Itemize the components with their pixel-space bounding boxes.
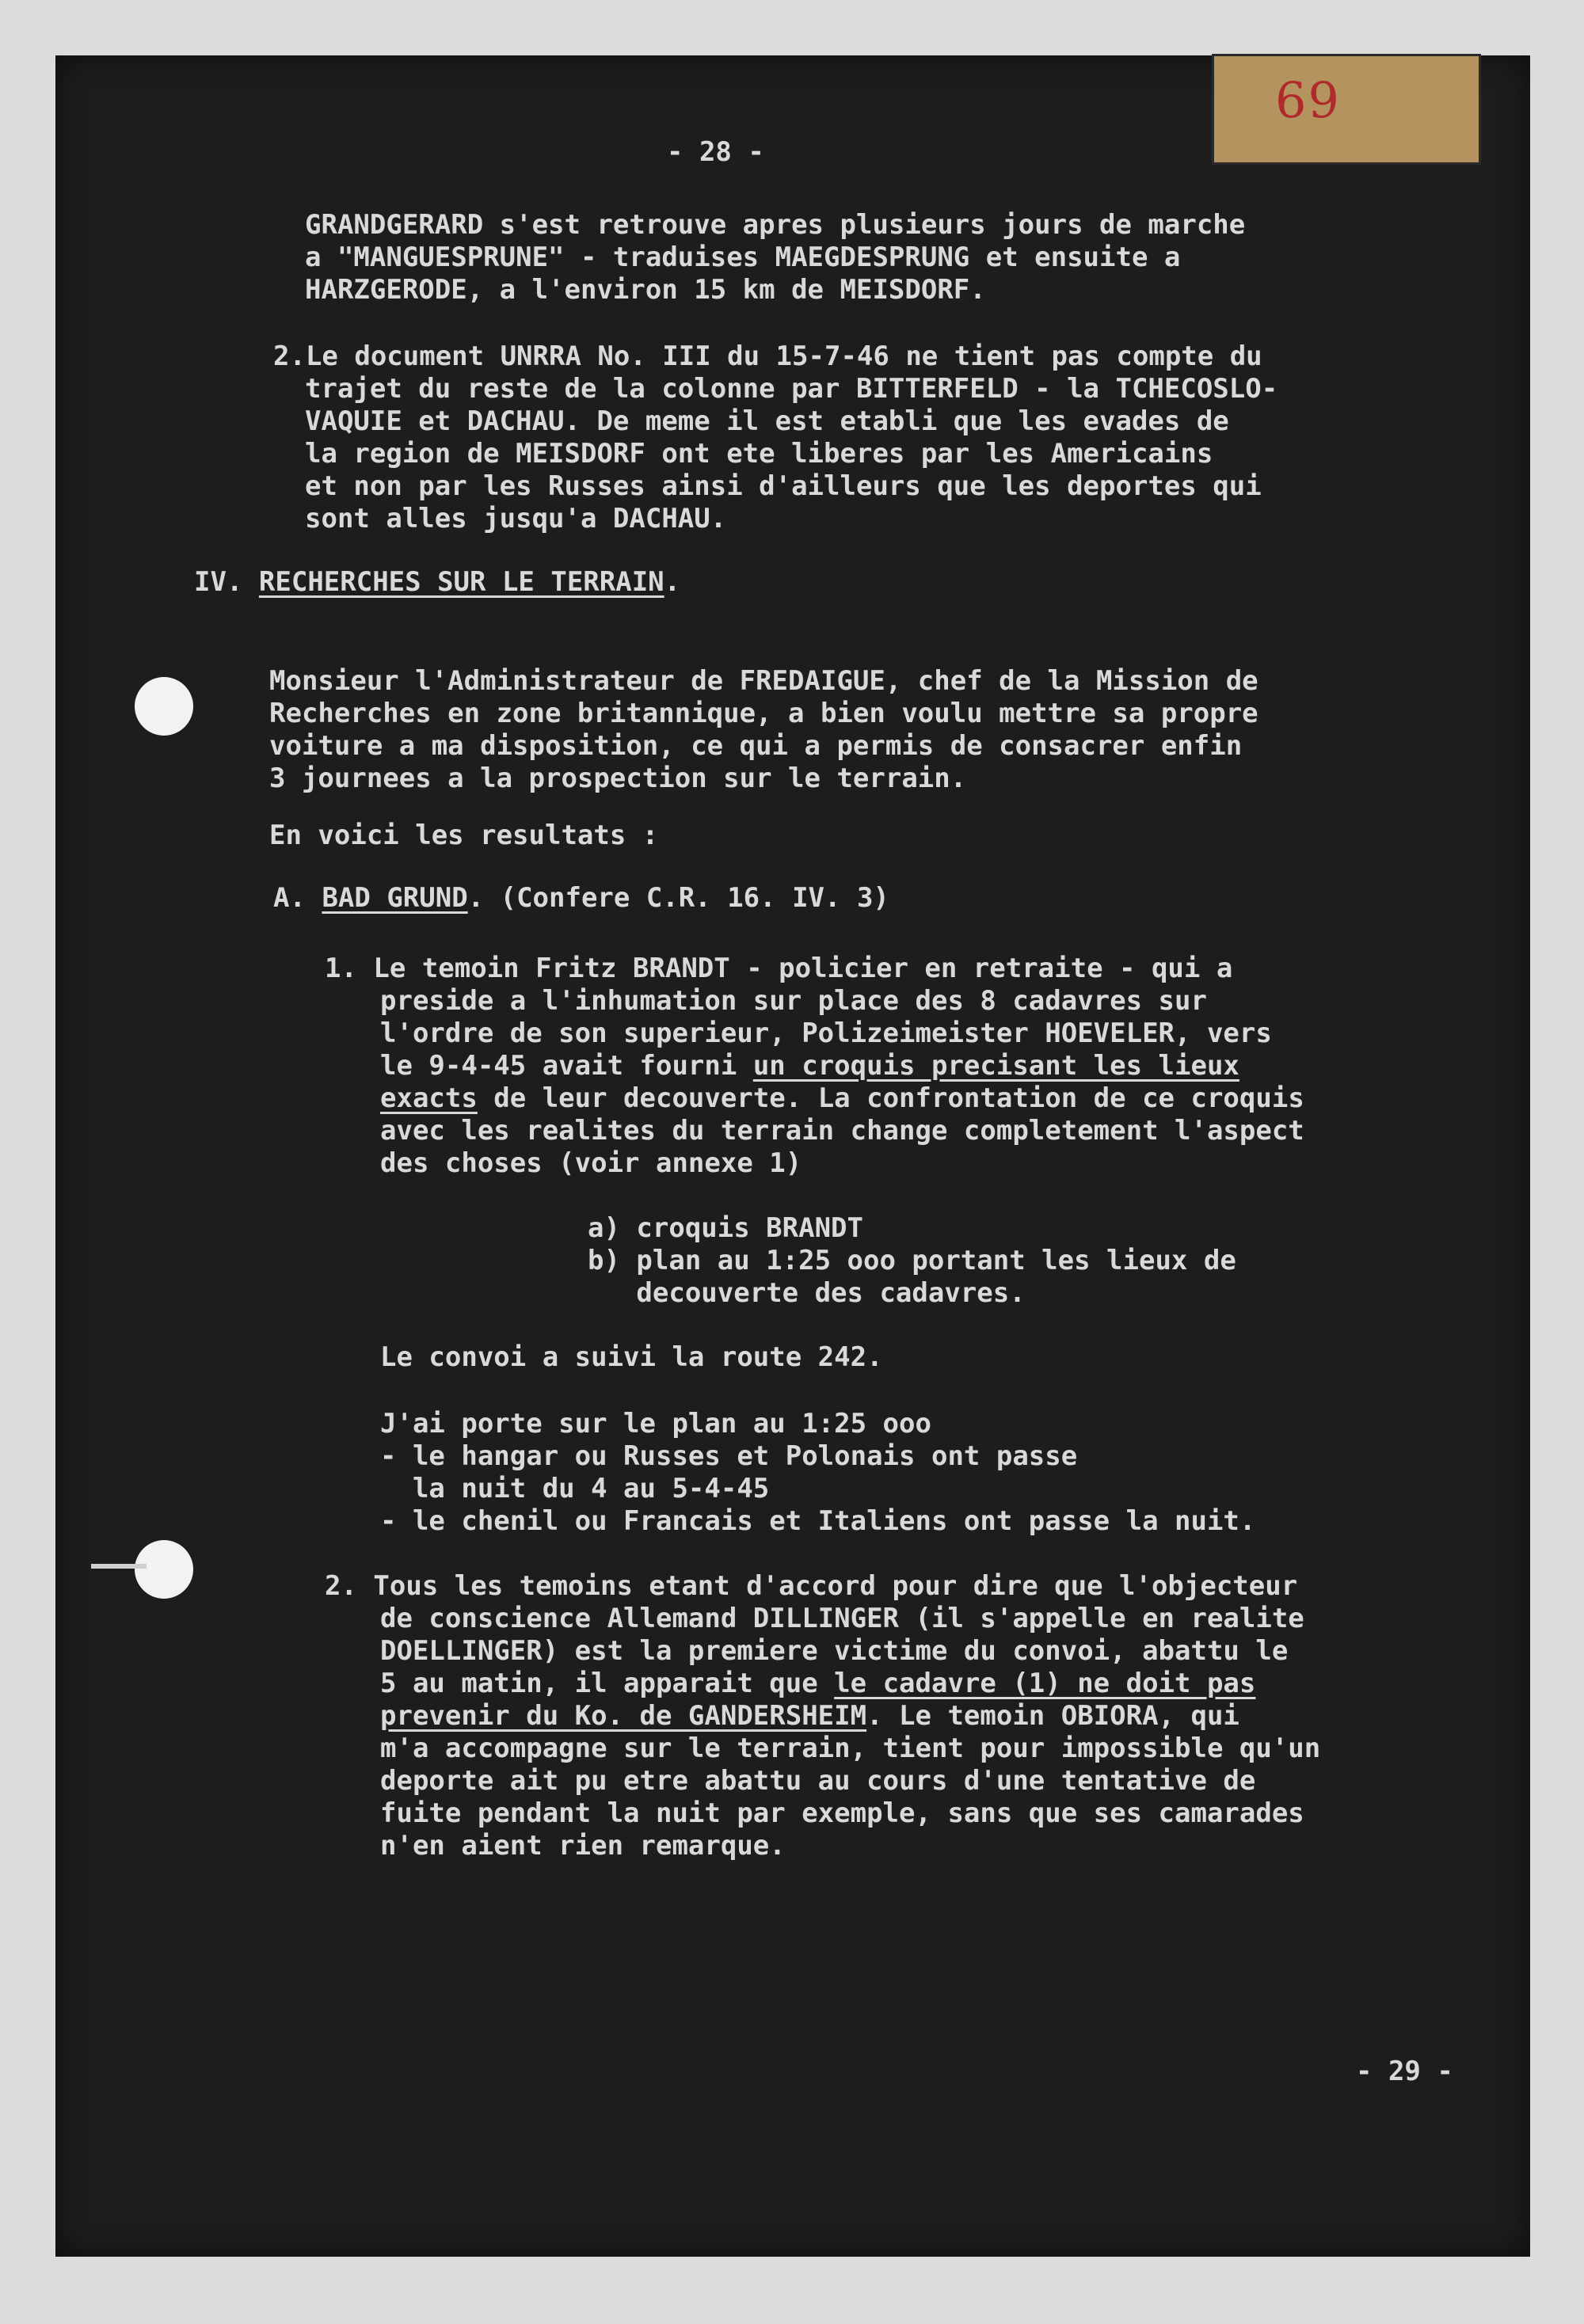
item2-line: 2. Tous les temoins etant d'accord pour dire que l'objecteur: [325, 1570, 1298, 1602]
point2-line: VAQUIE et DACHAU. De meme il est etabli que les evades de: [305, 405, 1229, 437]
item2-line: m'a accompagne sur le terrain, tient pour impossible qu'un: [380, 1733, 1321, 1764]
point2-line: sont alles jusqu'a DACHAU.: [305, 503, 727, 534]
page-header: - 28 -: [667, 136, 764, 168]
subsection-place: BAD GRUND: [322, 882, 468, 914]
punch-hole-mark: [91, 1564, 147, 1569]
item1-text: le 9-4-45 avait fourni: [380, 1050, 753, 1082]
archive-tab: [1212, 54, 1481, 165]
subsection-prefix: A.: [273, 882, 306, 914]
item2-underlined-text: le cadavre (1) ne doit pas: [834, 1668, 1256, 1699]
point2-line: 2.Le document UNRRA No. III du 15-7-46 ne tient pas compte du: [273, 340, 1262, 372]
map-note-line: - le chenil ou Francais et Italiens ont passe la nuit.: [380, 1505, 1256, 1537]
page-footer: - 29 -: [1356, 2056, 1453, 2087]
admin-paragraph-line: voiture a ma disposition, ce qui a permis de consacrer enfin: [269, 730, 1243, 762]
admin-paragraph-line: Monsieur l'Administrateur de FREDAIGUE, chef de la Mission de: [269, 665, 1258, 697]
item2-line: deporte ait pu etre abattu au cours d'une tentative de: [380, 1765, 1256, 1797]
item1-line: 1. Le temoin Fritz BRANDT - policier en retraite - qui a: [325, 953, 1233, 984]
item2-underlined-text: prevenir du Ko. de GANDERSHEIM: [380, 1700, 867, 1732]
item1-line: des choses (voir annexe 1): [380, 1147, 802, 1179]
item1-line: [380, 1082, 1304, 1115]
item1-line: preside a l'inhumation sur place des 8 cadavres sur: [380, 985, 1207, 1017]
admin-paragraph-line: 3 journees a la prospection sur le terrain.: [269, 763, 967, 794]
annex-list-item: b) plan au 1:25 ooo portant les lieux de: [588, 1245, 1236, 1276]
intro-line: a "MANGUESPRUNE" - traduises MAEGDESPRUNG et ensuite a: [305, 242, 1181, 273]
point2-line: et non par les Russes ainsi d'ailleurs que les deportes qui: [305, 470, 1262, 502]
convoy-route-line: Le convoi a suivi la route 242.: [380, 1341, 883, 1373]
admin-paragraph-line: Recherches en zone britannique, a bien voulu mettre sa propre: [269, 698, 1258, 729]
point2-line: trajet du reste de la colonne par BITTERFELD - la TCHECOSLO-: [305, 373, 1278, 405]
item1-line: avec les realites du terrain change completement l'aspect: [380, 1115, 1304, 1147]
annex-list-item: decouverte des cadavres.: [588, 1277, 1026, 1309]
point2-line: la region de MEISDORF ont ete liberes par les Americains: [305, 438, 1213, 470]
item2-line: DOELLINGER) est la premiere victime du convoi, abattu le: [380, 1635, 1289, 1667]
map-note-line: J'ai porte sur le plan au 1:25 ooo: [380, 1408, 931, 1440]
section-title: RECHERCHES SUR LE TERRAIN: [258, 566, 664, 598]
item2-line: n'en aient rien remarque.: [380, 1830, 786, 1862]
archive-page-number: 69: [1275, 71, 1341, 129]
results-intro: En voici les resultats :: [269, 820, 659, 851]
item2-line: de conscience Allemand DILLINGER (il s'appelle en realite: [380, 1603, 1304, 1634]
punch-hole-top: [135, 677, 193, 736]
intro-line: HARZGERODE, a l'environ 15 km de MEISDORF.: [305, 274, 986, 306]
item1-line: l'ordre de son superieur, Polizeimeister HOEVELER, vers: [380, 1017, 1272, 1049]
item1-underlined-text: un croquis precisant les lieux: [752, 1050, 1239, 1082]
map-note-line: - le hangar ou Russes et Polonais ont passe: [380, 1440, 1078, 1472]
item1-line: [380, 1050, 1239, 1082]
section-title-end: .: [664, 566, 681, 598]
item1-text: de leur decouverte. La confrontation de ce croquis: [477, 1082, 1304, 1114]
item2-text: 5 au matin, il apparait que: [380, 1668, 835, 1699]
annex-list-item: a) croquis BRANDT: [588, 1212, 863, 1244]
subsection-a-heading: [273, 882, 889, 915]
item1-underlined-text: exacts: [380, 1082, 478, 1114]
item2-text: . Le temoin OBIORA, qui: [866, 1700, 1239, 1732]
item2-line: [380, 1668, 1255, 1700]
section-iv-heading: [194, 566, 680, 599]
section-number: IV.: [194, 566, 243, 598]
intro-line: GRANDGERARD s'est retrouve apres plusieurs jours de marche: [305, 209, 1246, 241]
item2-line: [380, 1700, 1239, 1733]
punch-hole-bottom: [135, 1540, 193, 1599]
subsection-reference: . (Confere C.R. 16. IV. 3): [467, 882, 889, 914]
map-note-line: la nuit du 4 au 5-4-45: [380, 1473, 770, 1504]
item2-line: fuite pendant la nuit par exemple, sans que ses camarades: [380, 1797, 1304, 1829]
